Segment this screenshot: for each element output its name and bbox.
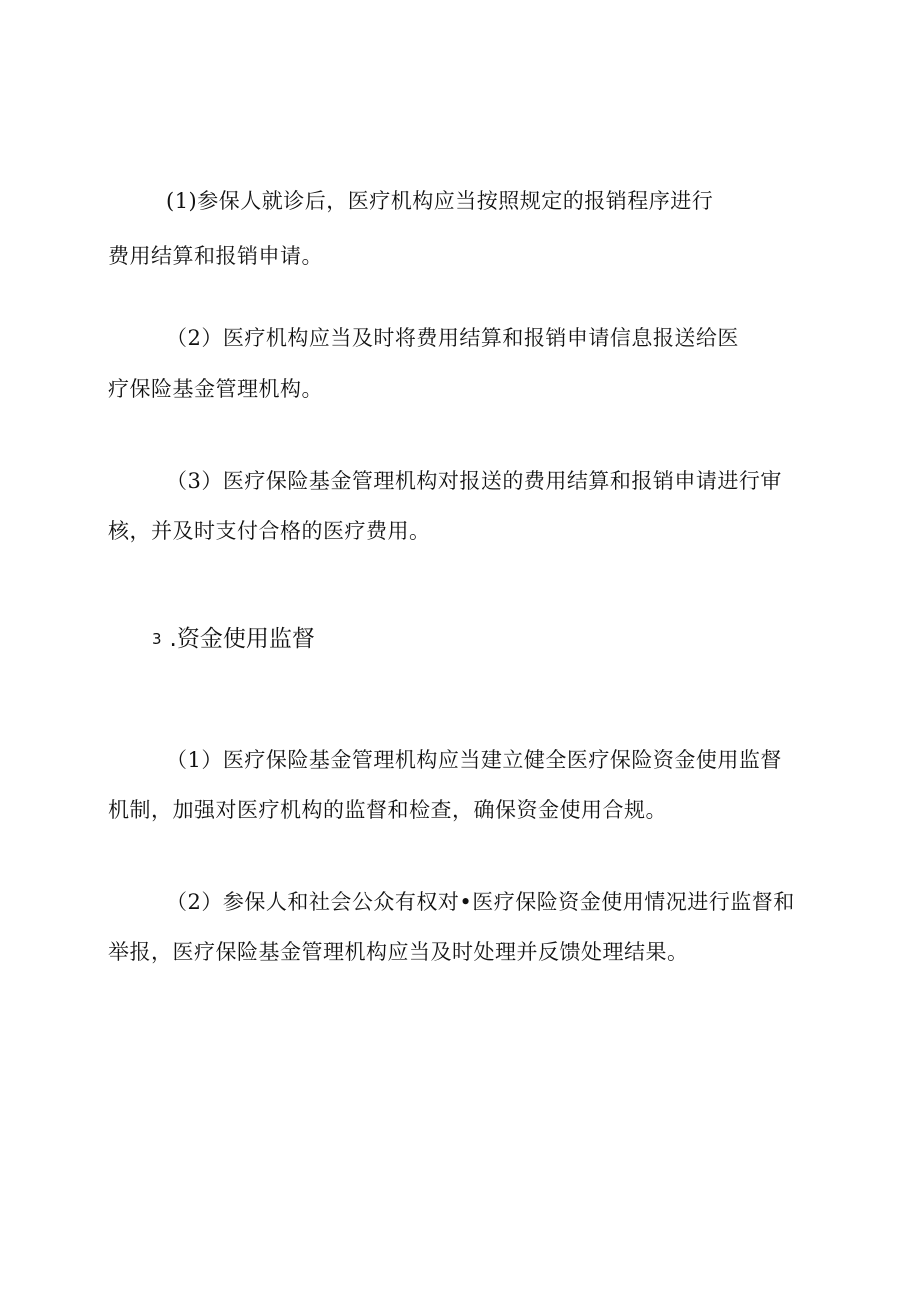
section-number: 3 — [152, 630, 162, 648]
paragraph-5-line-2: 举报，医疗保险基金管理机构应当及时处理并反馈处理结果。 — [108, 940, 689, 964]
section-title: .资金使用监督 — [169, 626, 315, 652]
paragraph-4-line-2: 机制，加强对医疗机构的监督和检查，确保资金使用合规。 — [108, 798, 667, 822]
paragraph-3-line-2: 核，并及时支付合格的医疗费用。 — [108, 519, 431, 543]
section-heading — [152, 624, 315, 654]
paragraph-2-line-1: （2）医疗机构应当及时将费用结算和报销申请信息报送给医 — [166, 326, 739, 350]
paragraph-5-line-1: （2）参保人和社会公众有权对•医疗保险资金使用情况进行监督和 — [166, 890, 795, 914]
paragraph-1-line-2: 费用结算和报销申请。 — [108, 244, 323, 268]
paragraph-1-line-1: (1)参保人就诊后，医疗机构应当按照规定的报销程序进行 — [166, 189, 714, 213]
paragraph-4-line-1: （1）医疗保险基金管理机构应当建立健全医疗保险资金使用监督 — [166, 748, 782, 772]
paragraph-2-line-2: 疗保险基金管理机构。 — [108, 377, 323, 401]
paragraph-3-line-1: （3）医疗保险基金管理机构对报送的费用结算和报销申请进行审 — [166, 469, 782, 493]
